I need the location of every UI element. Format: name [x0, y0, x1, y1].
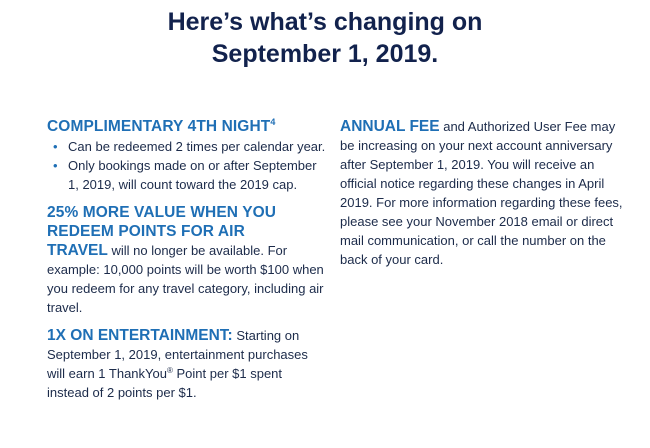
annual-fee-paragraph — [340, 117, 630, 269]
footnote-marker: 4 — [270, 117, 276, 127]
air-travel-paragraph — [47, 241, 327, 317]
complimentary-night-title — [47, 117, 327, 136]
annual-fee-section — [340, 117, 630, 269]
air-travel-title-line-3: TRAVEL — [47, 242, 108, 259]
registered-mark: ® — [166, 366, 173, 375]
entertainment-section — [47, 326, 327, 402]
complimentary-night-title-text: COMPLIMENTARY 4TH NIGHT — [47, 118, 271, 135]
right-column — [340, 117, 630, 278]
headline-line-2: September 1, 2019. — [211, 40, 439, 68]
air-travel-text: will no longer be available. For example: 10,000 points will be worth $100 when you redeem for any travel category, including air travel. — [47, 243, 324, 315]
air-travel-title-line-2: REDEEM POINTS FOR AIR — [47, 223, 245, 240]
page-headline — [0, 6, 650, 70]
complimentary-night-bullets — [47, 137, 327, 194]
left-column — [47, 117, 327, 411]
air-travel-section — [47, 203, 327, 317]
annual-fee-text: and Authorized User Fee may be increasing on your next account anniversary after September 1, 2019. You will receive an official notice regarding these changes in April 2019. For more information regarding these fees, please see your November 2018 email or direct mail communication, or call the number on the back of your card. — [340, 119, 623, 267]
headline-line-1: Here’s what’s changing on — [167, 8, 483, 36]
entertainment-paragraph — [47, 326, 327, 402]
complimentary-night-section — [47, 117, 327, 194]
entertainment-text-a: Starting on September 1, 2019, entertainment purchases will earn 1 ThankYou — [47, 328, 308, 381]
entertainment-title: 1X ON ENTERTAINMENT: — [47, 327, 233, 344]
annual-fee-title: ANNUAL FEE — [340, 118, 440, 135]
bullet-item: • Can be redeemed 2 times per calendar year. — [47, 137, 327, 156]
air-travel-title-line-1: 25% MORE VALUE WHEN YOU — [47, 204, 277, 221]
entertainment-text-b: Point per $1 spent instead of 2 points per $1. — [47, 366, 283, 400]
bullet-item: • Only bookings made on or after September 1, 2019, will count toward the 2019 cap. — [47, 156, 327, 194]
